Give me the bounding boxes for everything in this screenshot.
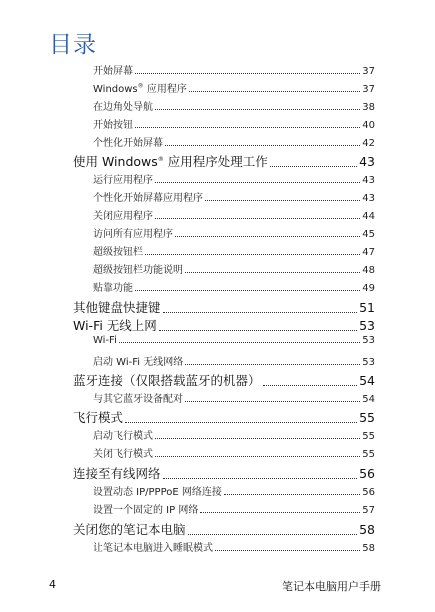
toc-entry-page: 48 xyxy=(362,265,375,276)
toc-entry-title-text: 关闭您的笔记本电脑 xyxy=(73,522,186,537)
toc-entry-title xyxy=(93,390,183,405)
registered-mark: ® xyxy=(137,82,144,90)
toc-entry-title xyxy=(73,371,261,389)
toc-entry-page: 43 xyxy=(359,154,375,169)
toc-entry-page: 53 xyxy=(359,318,375,333)
toc-entry[interactable] xyxy=(93,539,375,554)
toc-entry[interactable] xyxy=(93,62,375,77)
toc-entry[interactable] xyxy=(93,80,375,95)
toc-entry-page: 37 xyxy=(362,84,375,95)
toc-entry-title xyxy=(93,353,183,368)
toc-entry-title-suffix: 应用程序处理工作 xyxy=(163,154,268,169)
toc-entry[interactable] xyxy=(73,520,375,538)
toc-entry-title-text: 设置一个固定的 IP 网络 xyxy=(93,505,199,516)
dot-leader xyxy=(135,73,360,74)
toc-entry-title-text: 飞行模式 xyxy=(73,410,124,425)
dot-leader xyxy=(189,91,360,92)
toc-entry[interactable] xyxy=(93,445,375,460)
toc-entry-page: 42 xyxy=(362,138,375,149)
toc-entry[interactable] xyxy=(93,427,375,442)
dot-leader xyxy=(263,385,358,386)
dot-leader xyxy=(185,364,360,365)
dot-leader xyxy=(200,512,360,513)
toc-entry[interactable] xyxy=(93,189,375,204)
toc-entry-page: 54 xyxy=(362,394,375,405)
toc-entry-title-text: 贴靠功能 xyxy=(93,283,133,294)
dot-leader xyxy=(185,401,360,402)
dot-leader xyxy=(155,456,360,457)
toc-entry-title-text: 运行应用程序 xyxy=(93,175,153,186)
toc-entry-title xyxy=(93,501,198,516)
toc-entry[interactable] xyxy=(73,298,375,316)
toc-entry-title-text: Wi-Fi xyxy=(93,335,117,346)
dot-leader xyxy=(163,312,358,313)
dot-leader xyxy=(135,127,360,128)
toc-entry[interactable] xyxy=(73,408,375,426)
toc-entry-title xyxy=(73,298,161,316)
toc-entry-title xyxy=(93,483,222,498)
toc-entry[interactable] xyxy=(93,243,375,258)
toc-entry-title xyxy=(93,243,143,258)
toc-entry-title xyxy=(93,261,183,276)
toc-entry-title-text: 访问所有应用程序 xyxy=(93,229,173,240)
toc-entry-title-text: 在边角处导航 xyxy=(93,102,153,113)
toc-entry-title-text: Windows xyxy=(93,84,138,95)
toc-entry[interactable] xyxy=(93,116,375,131)
toc-entry[interactable] xyxy=(93,98,375,113)
toc-entry[interactable] xyxy=(93,501,375,516)
toc-entry-title xyxy=(93,189,203,204)
toc-entry-title xyxy=(93,225,173,240)
toc-entry-title xyxy=(93,539,213,554)
toc-entry-title xyxy=(93,62,133,77)
toc-entry-page: 49 xyxy=(362,283,375,294)
toc-entry-title-text: 个性化开始屏幕应用程序 xyxy=(93,193,203,204)
toc-entry-title xyxy=(93,171,153,186)
toc-entry[interactable] xyxy=(93,134,375,149)
toc-entry-page: 37 xyxy=(362,66,375,77)
toc-entry-title-text: 开始按钮 xyxy=(93,120,133,131)
footer-page-number: 4 xyxy=(49,578,56,591)
toc-entry-page: 54 xyxy=(359,373,375,388)
toc-entry-page: 47 xyxy=(362,247,375,258)
toc-entry-title-text: 启动 Wi-Fi 无线网络 xyxy=(93,357,184,368)
toc-entry-title xyxy=(93,80,187,95)
toc-entry-title xyxy=(93,134,163,149)
toc-entry[interactable] xyxy=(93,207,375,222)
dot-leader xyxy=(270,166,357,167)
toc-entry[interactable] xyxy=(93,279,375,294)
toc-entry[interactable] xyxy=(93,225,375,240)
toc-entry-title-text: 与其它蓝牙设备配对 xyxy=(93,394,183,405)
toc-entry-title-text: 超级按钮栏功能说明 xyxy=(93,265,183,276)
toc-entry-page: 51 xyxy=(359,300,375,315)
toc-entry-title-suffix: 应用程序 xyxy=(143,84,187,95)
toc-entry-title xyxy=(93,98,153,113)
dot-leader xyxy=(135,290,360,291)
toc-entry[interactable] xyxy=(73,316,375,334)
toc-entry-page: 53 xyxy=(362,357,375,368)
toc-entry[interactable] xyxy=(93,261,375,276)
dot-leader xyxy=(155,438,360,439)
toc-entry[interactable] xyxy=(93,353,375,368)
toc-entry-title-text: 个性化开始屏幕 xyxy=(93,138,163,149)
toc-entry-page: 43 xyxy=(362,175,375,186)
dot-leader xyxy=(165,145,360,146)
toc-entry[interactable] xyxy=(93,335,375,346)
toc-entry[interactable] xyxy=(73,464,375,482)
toc-entry-title-text: 其他键盘快捷键 xyxy=(73,300,161,315)
toc-entry-title xyxy=(73,520,186,538)
toc-entry-title-text: 关闭飞行模式 xyxy=(93,449,153,460)
dot-leader xyxy=(155,109,360,110)
dot-leader xyxy=(205,200,360,201)
toc-entry-title xyxy=(93,116,133,131)
dot-leader xyxy=(175,236,360,237)
toc-entry-title xyxy=(73,152,268,170)
toc-entry-page: 45 xyxy=(362,229,375,240)
toc-entry-title-text: 让笔记本电脑进入睡眠模式 xyxy=(93,543,213,554)
toc-entry-title-text: 设置动态 IP/PPPoE 网络连接 xyxy=(93,487,222,498)
toc-entry[interactable] xyxy=(93,390,375,405)
toc-entry-title xyxy=(93,445,153,460)
toc-entry[interactable] xyxy=(93,171,375,186)
registered-mark: ® xyxy=(157,155,164,163)
toc-entry-page: 38 xyxy=(362,102,375,113)
toc-entry[interactable] xyxy=(93,483,375,498)
toc-entry-page: 40 xyxy=(362,120,375,131)
toc-entry-title-text: Wi-Fi 无线上网 xyxy=(73,318,157,333)
dot-leader xyxy=(159,330,357,331)
toc-entry-title xyxy=(73,316,157,334)
toc-entry-page: 55 xyxy=(359,410,375,425)
toc-entry-title xyxy=(93,427,153,442)
toc-entry-title xyxy=(73,464,161,482)
toc-entry-title-text: 超级按钮栏 xyxy=(93,247,143,258)
toc-entry[interactable] xyxy=(73,371,375,389)
dot-leader xyxy=(145,254,360,255)
footer-book-title: 笔记本电脑用户手册 xyxy=(282,580,381,593)
toc-entry-page: 58 xyxy=(359,522,375,537)
toc-entry-page: 57 xyxy=(362,505,375,516)
toc-entry-title-text: 启动飞行模式 xyxy=(93,431,153,442)
dot-leader xyxy=(155,218,360,219)
dot-leader xyxy=(188,534,358,535)
toc-entry-title xyxy=(93,279,133,294)
dot-leader xyxy=(224,494,360,495)
page-title: 目录 xyxy=(49,32,97,58)
dot-leader xyxy=(185,272,360,273)
dot-leader xyxy=(215,550,360,551)
toc-entry-title xyxy=(93,335,117,346)
toc-entry-title-text: 使用 Windows xyxy=(73,154,158,169)
toc-entry-title-text: 关闭应用程序 xyxy=(93,211,153,222)
toc-entry-page: 58 xyxy=(362,543,375,554)
dot-leader xyxy=(125,422,357,423)
toc-entry[interactable] xyxy=(73,152,375,170)
toc-entry-title xyxy=(73,408,123,426)
dot-leader xyxy=(119,342,360,343)
toc-entry-page: 44 xyxy=(362,211,375,222)
toc-entry-title-text: 开始屏幕 xyxy=(93,66,133,77)
dot-leader xyxy=(155,182,360,183)
dot-leader xyxy=(163,478,358,479)
toc-entry-title-text: 连接至有线网络 xyxy=(73,466,161,481)
toc-entry-title-text: 蓝牙连接（仅限搭载蓝牙的机器） xyxy=(73,373,261,388)
toc-entry-page: 43 xyxy=(362,193,375,204)
toc-entry-page: 53 xyxy=(362,335,375,346)
toc-entry-title xyxy=(93,207,153,222)
toc-entry-page: 56 xyxy=(362,487,375,498)
toc-entry-page: 55 xyxy=(362,449,375,460)
toc-entry-page: 56 xyxy=(359,466,375,481)
toc-entry-page: 55 xyxy=(362,431,375,442)
